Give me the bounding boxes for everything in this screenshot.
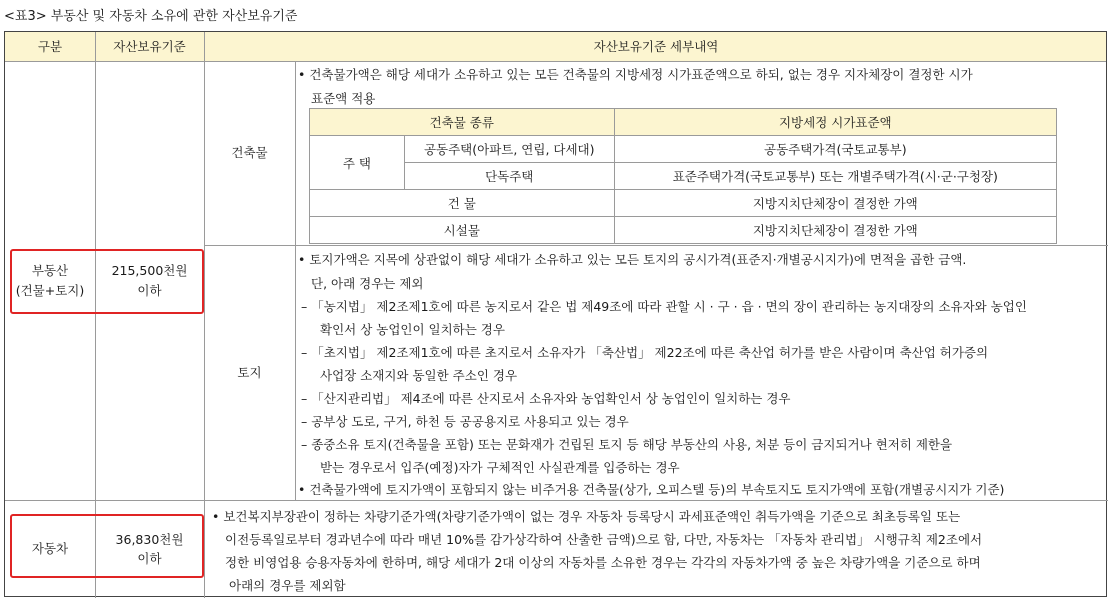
building-label: 건축물 — [231, 145, 268, 161]
land-line: – 「초지법」 제2조제1호에 따른 초지로서 소유자가 「축산법」 제22조에 따른 축산업 허가를 받은 사람이며 축산업 허가증의 — [301, 345, 989, 360]
building-value-table — [309, 108, 1057, 244]
table-row — [310, 136, 1057, 163]
realestate-suffix: 이하 — [137, 282, 162, 298]
row-value: 표준주택가격(국토교통부) 또는 개별주택가격(시·군·구청장) — [614, 163, 1056, 190]
car-suffix: 이하 — [137, 551, 162, 566]
table-row — [310, 217, 1057, 244]
row-type: 단독주택 — [404, 163, 614, 190]
row-value: 지방지치단체장이 결정한 가액 — [614, 217, 1056, 244]
row-type: 공동주택(아파트, 연립, 다세대) — [404, 136, 614, 163]
row-value: 공동주택가격(국토교통부) — [614, 136, 1056, 163]
asset-standard-table — [4, 31, 1107, 597]
land-line: 단, 아래 경우는 제외 — [311, 276, 424, 291]
building-table-header-row — [310, 109, 1057, 136]
table-row — [310, 190, 1057, 217]
header-standard: 자산보유기준 — [113, 38, 186, 54]
header-details: 자산보유기준 세부내역 — [593, 38, 719, 54]
land-line: 받는 경우로서 입주(예정)자가 구체적인 사실관계를 입증하는 경우 — [320, 460, 680, 475]
car-line: 아래의 경우를 제외함 — [229, 578, 346, 593]
land-line: – 공부상 도로, 구거, 하천 등 공공용지로 사용되고 있는 경우 — [301, 414, 629, 429]
housing-label: 주 택 — [310, 136, 405, 190]
car-line: 정한 비영업용 승용자동차에 한하며, 해당 세대가 2대 이상의 자동차를 소유한 경우는 각각의 자동차가액 중 높은 차량가액을 기준으로 하며 — [225, 555, 981, 570]
table-caption: <표3> 부동산 및 자동차 소유에 관한 자산보유기준 — [4, 9, 298, 24]
car-category: 자동차 — [31, 541, 69, 557]
row-type: 시설물 — [310, 217, 615, 244]
car-amount: 36,830천원 — [115, 531, 184, 547]
building-table-head-value: 지방세정 시가표준액 — [614, 109, 1056, 136]
car-highlight-box — [10, 514, 204, 578]
land-line: 확인서 상 농업인이 일치하는 경우 — [320, 322, 505, 337]
realestate-category-line1: 부동산 — [31, 263, 69, 279]
car-line: 이전등록일로부터 경과년수에 따라 매년 10%를 감가상각하여 산출한 금액)으로 함, 다만, 자동차는 「자동차 관리법」 시행규칙 제2조에서 — [225, 532, 983, 547]
header-category: 구분 — [37, 38, 63, 54]
realestate-amount: 215,500천원 — [111, 263, 188, 279]
land-line: – 종중소유 토지(건축물을 포함) 또는 문화재가 건립된 토지 등 해당 부동산의 사용, 처분 등이 금지되거나 현저히 제한을 — [301, 437, 953, 452]
land-line: 사업장 소재지와 동일한 주소인 경우 — [320, 368, 518, 383]
car-line: • 보건복지부장관이 정하는 차량기준가액(차량기준가액이 없는 경우 자동차 등록당시 과세표준액인 취득가액을 기준으로 최초등록일 또는 — [212, 509, 961, 524]
divider — [204, 245, 1108, 246]
land-line: • 건축물가액에 토지가액이 포함되지 않는 비주거용 건축물(상가, 오피스텔 등)의 부속토지도 토지가액에 포함(개별공시지가 기준) — [298, 482, 1005, 497]
land-line: – 「농지법」 제2조제1호에 따른 농지로서 같은 법 제49조에 따라 관할 시 · 구 · 읍 · 면의 장이 관리하는 농지대장의 소유자와 농업인 — [301, 299, 1027, 314]
building-bullet-line1: • 건축물가액은 해당 세대가 소유하고 있는 모든 건축물의 지방세정 시가표준액으로 하되, 없는 경우 지자체장이 결정한 시가 — [298, 67, 973, 82]
building-table-head-type: 건축물 종류 — [310, 109, 615, 136]
divider — [295, 61, 296, 500]
table-row — [310, 163, 1057, 190]
row-type: 건 물 — [310, 190, 615, 217]
realestate-highlight-box — [10, 249, 204, 314]
land-label: 토지 — [237, 364, 262, 380]
realestate-category-line2: (건물+토지) — [15, 282, 85, 298]
land-line: • 토지가액은 지목에 상관없이 해당 세대가 소유하고 있는 모든 토지의 공시가격(표준지·개별공시지가)에 면적을 곱한 금액. — [298, 252, 967, 267]
building-bullet-line2: 표준액 적용 — [311, 91, 376, 106]
land-line: – 「산지관리법」 제4조에 따른 산지로서 소유자와 농업확인서 상 농업인이 일치하는 경우 — [301, 391, 791, 406]
row-value: 지방지치단체장이 결정한 가액 — [614, 190, 1056, 217]
